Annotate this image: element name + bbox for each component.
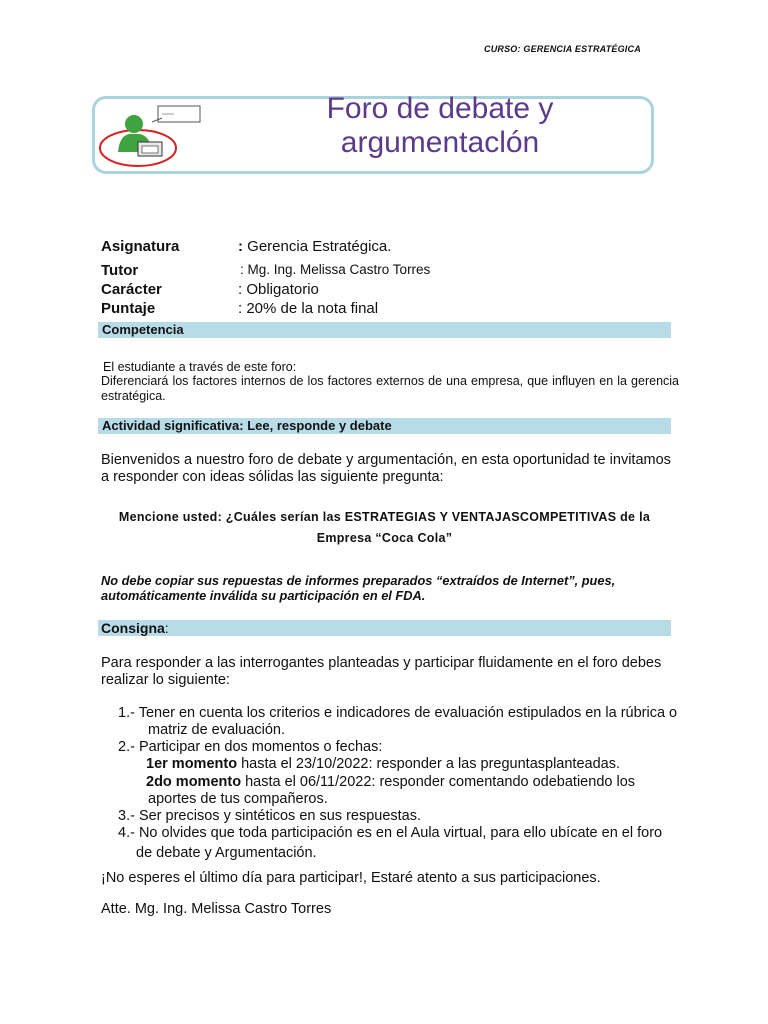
moment-1: 1er momento hasta el 23/10/2022: responder a las preguntasplanteadas.: [146, 756, 620, 772]
copy-warning: No debe copiar sus repuestas de informes preparados “extraídos de Internet”, pues, automáticamente inválida su participación en el FDA.: [101, 573, 616, 603]
banner-title: [260, 92, 620, 160]
item-4a: 4.- No olvides que toda participación es en el Aula virtual, para ello ubícate en el foro: [118, 825, 663, 841]
item-4b: de debate y Argumentación.: [136, 845, 317, 861]
item-2: 2.- Participar en dos momentos o fechas:: [118, 739, 383, 755]
competencia-line2: Diferenciará los factores internos de los factores externos de una empresa, que influyen en la gerencia estratégica.: [101, 374, 679, 403]
competencia-heading: Competencia: [98, 322, 671, 338]
asignatura-label: Asignatura: [101, 238, 180, 255]
moment-2-cont: aportes de tus compañeros.: [148, 791, 328, 807]
item-3: 3.- Ser precisos y sintéticos en sus respuestas.: [118, 808, 422, 824]
actividad-heading: Actividad significativa: Lee, responde y debate: [98, 418, 671, 434]
actividad-intro: Bienvenidos a nuestro foro de debate y argumentación, en esta oportunidad te invitamos a responder con ideas sólidas las siguiente pregunta:: [101, 452, 671, 485]
closing-line: ¡No esperes el último día para participar!, Estaré atento a sus participaciones.: [101, 870, 601, 886]
asignatura-value: : Gerencia Estratégica.: [238, 238, 392, 255]
course-header: CURSO: GERENCIA ESTRATÉGICA: [484, 44, 641, 54]
tutor-label: Tutor: [101, 262, 139, 279]
consigna-intro: Para responder a las interrogantes planteadas y participar fluidamente en el foro debes realizar lo siguiente:: [101, 655, 662, 688]
signature: Atte. Mg. Ing. Melissa Castro Torres: [101, 901, 332, 917]
item-1b: matriz de evaluación.: [148, 722, 286, 738]
caracter-value: : Obligatorio: [238, 281, 319, 298]
question-line2: Empresa “Coca Cola”: [316, 531, 453, 545]
puntaje-label: Puntaje: [101, 300, 156, 317]
competencia-line1: El estudiante a través de este foro:: [103, 360, 297, 374]
banner-title-line1: Foro de debate y: [326, 92, 554, 125]
consigna-heading: Consigna:: [98, 620, 671, 636]
item-1a: 1.- Tener en cuenta los criterios e indicadores de evaluación estipulados en la rúbrica o: [118, 705, 678, 721]
question-line1: Mencione usted: ¿Cuáles serían las ESTRATEGIAS Y VENTAJASCOMPETITIVAS de la: [118, 510, 651, 524]
moment-2: 2do momento hasta el 06/11/2022: responder comentando odebatiendo los: [146, 774, 636, 790]
tutor-value: : Mg. Ing. Melissa Castro Torres: [240, 262, 431, 277]
puntaje-value: : 20% de la nota final: [238, 300, 379, 317]
caracter-label: Carácter: [101, 281, 162, 298]
forum-person-icon: [96, 104, 206, 170]
banner-title-line2: argumentaclón: [340, 126, 540, 159]
